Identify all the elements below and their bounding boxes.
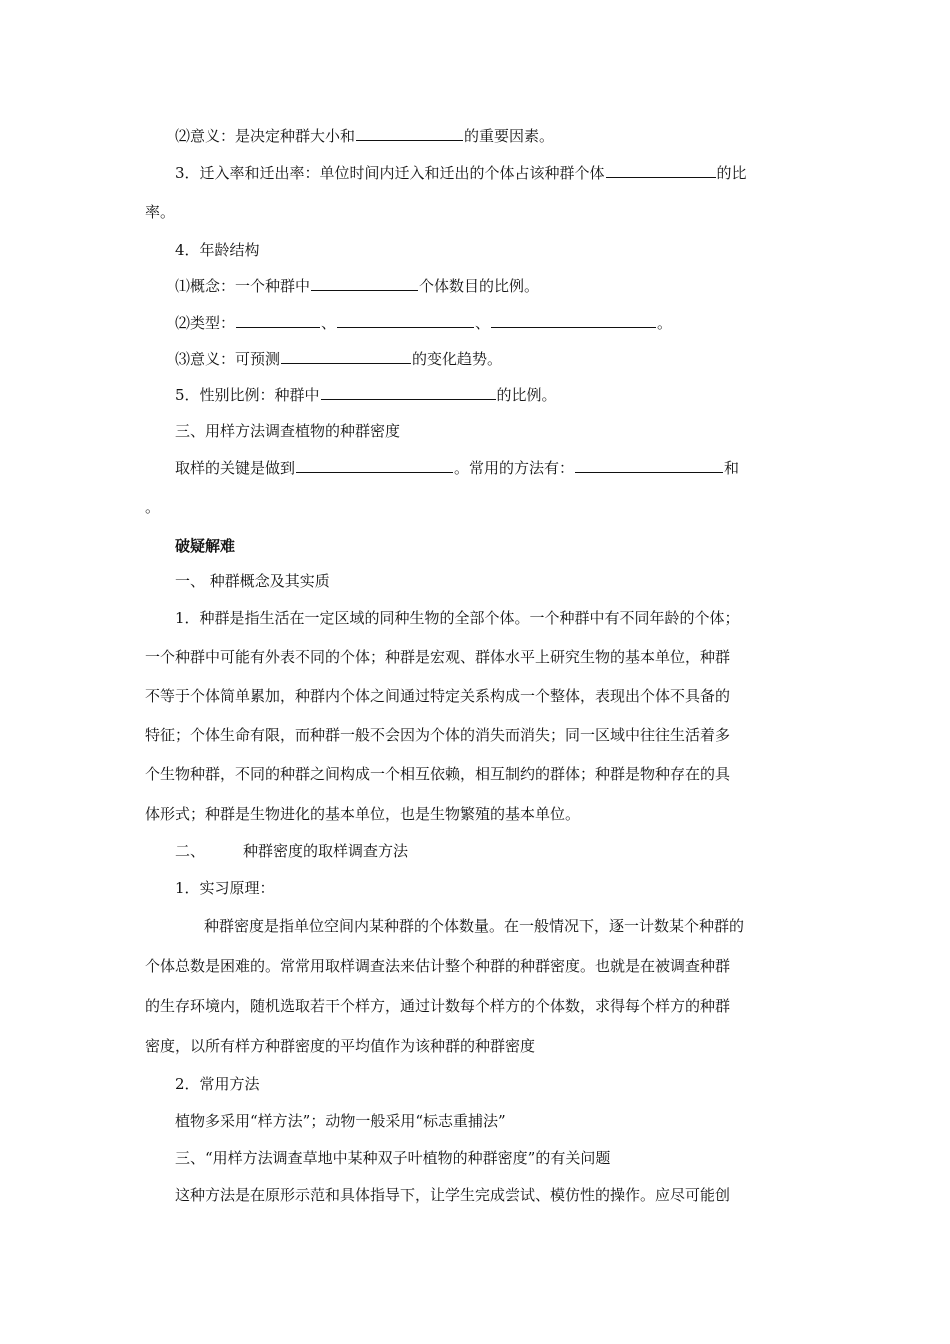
paragraph-line: 特征；个体生命有限，而种群一般不会因为个体的消失而消失；同一区域中往往生活着多 (145, 726, 731, 744)
paragraph-line: 个体总数是困难的。常常用取样调查法来估计整个种群的种群密度。也就是在被调查种群 (145, 957, 731, 975)
blank-line (356, 125, 463, 141)
paragraph-line: 的生存环境内，随机选取若干个样方，通过计数每个样方的个体数，求得每个样方的种群 (145, 997, 731, 1015)
text: ⑴概念：一个种群中 (175, 277, 311, 295)
text: ⑶意义：可预测 (175, 350, 281, 368)
text: 个体数目的比例。 (419, 277, 540, 295)
text: 种群密度的取样调查方法 (243, 842, 409, 860)
part2-title (175, 840, 408, 862)
text: 的重要因素。 (464, 127, 555, 145)
fill-sampling-continuation: 。 (145, 498, 161, 516)
paragraph-line: 体形式；种群是生物进化的基本单位，也是生物繁殖的基本单位。 (145, 805, 581, 823)
item-4-title: 4．年龄结构 (175, 241, 260, 259)
text: ⑵意义：是决定种群大小和 (175, 127, 356, 145)
blank-line (321, 384, 496, 400)
text: 和 (724, 459, 740, 477)
paragraph-line: 个生物种群，不同的种群之间构成一个相互依赖，相互制约的群体；种群是物种存在的具 (145, 765, 731, 783)
section-3-title: 三、用样方法调查植物的种群密度 (175, 422, 401, 440)
paragraph-line: 密度，以所有样方种群密度的平均值作为该种群的种群密度 (145, 1037, 536, 1055)
fill-item-3-continuation: 率。 (145, 203, 176, 221)
text: 的比 (716, 164, 747, 182)
text: 的比例。 (496, 386, 557, 404)
blank-line (296, 457, 453, 473)
text: 取样的关键是做到 (175, 459, 296, 477)
part2-methods: 植物多采用“样方法”；动物一般采用“标志重捕法” (175, 1112, 506, 1130)
blank-line (281, 348, 411, 364)
blank-line (575, 457, 723, 473)
paragraph-line: 1．种群是指生活在一定区域的同种生物的全部个体。一个种群中有不同年龄的个体； (175, 609, 740, 627)
blank-line (337, 312, 474, 328)
fill-item-2-2 (175, 125, 554, 147)
blank-line (236, 312, 320, 328)
text: 3．迁入率和迁出率：单位时间内迁入和迁出的个体占该种群个体 (175, 164, 605, 182)
part2-sub2: 2．常用方法 (175, 1075, 260, 1093)
blank-line (491, 312, 656, 328)
fill-item-4-3 (175, 348, 502, 370)
fill-sampling (175, 457, 739, 479)
text: 二、 (175, 842, 206, 860)
part1-title: 一、 种群概念及其实质 (175, 572, 330, 590)
text: ⑵类型： (175, 314, 236, 332)
text: 、 (475, 314, 491, 332)
text: 。 (657, 314, 673, 332)
paragraph-line: 一个种群中可能有外表不同的个体；种群是宏观、群体水平上研究生物的基本单位，种群 (145, 648, 731, 666)
text: 的变化趋势。 (412, 350, 503, 368)
fill-item-5 (175, 384, 557, 406)
paragraph-line: 这种方法是在原形示范和具体指导下，让学生完成尝试、模仿性的操作。应尽可能创 (175, 1186, 731, 1204)
fill-item-4-2 (175, 312, 672, 334)
text: 。常用的方法有： (454, 459, 575, 477)
fill-item-4-1 (175, 275, 539, 297)
paragraph-line: 种群密度是指单位空间内某种群的个体数量。在一般情况下，逐一计数某个种群的 (204, 917, 745, 935)
text: 5．性别比例：种群中 (175, 386, 320, 404)
analysis-heading: 破疑解难 (175, 537, 236, 555)
blank-line (311, 275, 418, 291)
blank-line (606, 162, 716, 178)
text: 、 (321, 314, 337, 332)
paragraph-line: 不等于个体简单累加，种群内个体之间通过特定关系构成一个整体，表现出个体不具备的 (145, 687, 731, 705)
part3-title: 三、“用样方法调查草地中某种双子叶植物的种群密度”的有关问题 (175, 1149, 611, 1167)
fill-item-3 (175, 162, 747, 184)
part2-sub1: 1．实习原理： (175, 879, 275, 897)
